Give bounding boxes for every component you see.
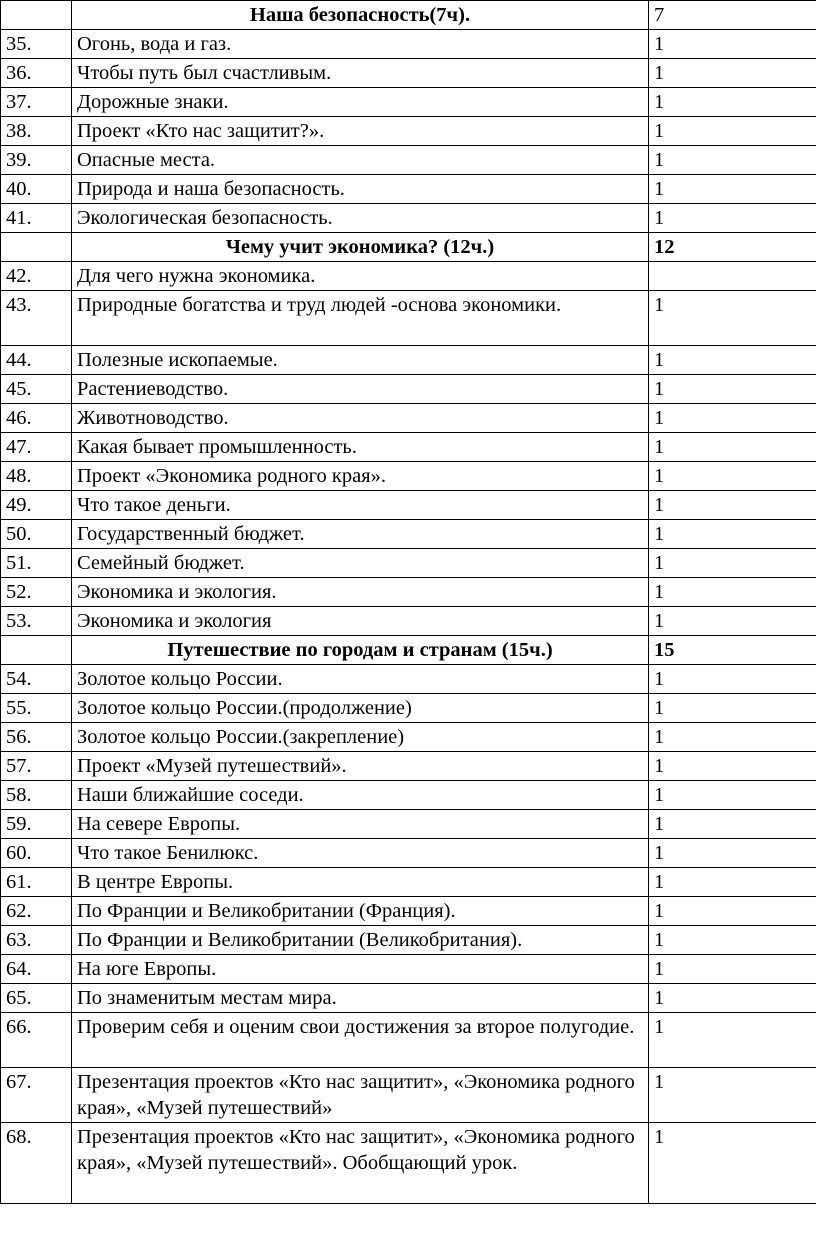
- lesson-topic: Семейный бюджет.: [72, 549, 649, 578]
- lesson-hours: 1: [649, 404, 816, 433]
- lesson-number: 40.: [1, 175, 72, 204]
- lesson-topic: Государственный бюджет.: [72, 520, 649, 549]
- lesson-hours: 1: [649, 462, 816, 491]
- lesson-hours: 1: [649, 868, 816, 897]
- lesson-topic: Опасные места.: [72, 146, 649, 175]
- lesson-row: [1, 665, 816, 694]
- lesson-topic: Экологическая безопасность.: [72, 204, 649, 233]
- section-hours: 15: [649, 636, 816, 665]
- lesson-number: 54.: [1, 665, 72, 694]
- lesson-hours: [649, 262, 816, 291]
- lesson-number: 50.: [1, 520, 72, 549]
- lesson-topic: По Франции и Великобритании (Великобритания).: [72, 926, 649, 955]
- lesson-hours: 1: [649, 723, 816, 752]
- lesson-hours: 1: [649, 520, 816, 549]
- lesson-hours: 1: [649, 694, 816, 723]
- lesson-hours: 1: [649, 346, 816, 375]
- lesson-topic: Золотое кольцо России.(продолжение): [72, 694, 649, 723]
- section-number-cell: [1, 233, 72, 262]
- lesson-topic: Животноводство.: [72, 404, 649, 433]
- lesson-hours: 1: [649, 1068, 816, 1123]
- lesson-hours: 1: [649, 578, 816, 607]
- lesson-row: [1, 462, 816, 491]
- section-header-row: [1, 1, 816, 30]
- lesson-hours: 1: [649, 839, 816, 868]
- lesson-row: [1, 1068, 816, 1123]
- lesson-topic: Дорожные знаки.: [72, 88, 649, 117]
- lesson-row: [1, 1123, 816, 1204]
- lesson-row: [1, 491, 816, 520]
- lesson-number: 66.: [1, 1013, 72, 1068]
- lesson-number: 63.: [1, 926, 72, 955]
- lesson-topic: По Франции и Великобритании (Франция).: [72, 897, 649, 926]
- lesson-row: [1, 839, 816, 868]
- lesson-row: [1, 926, 816, 955]
- lesson-number: 46.: [1, 404, 72, 433]
- section-number-cell: [1, 1, 72, 30]
- lesson-number: 37.: [1, 88, 72, 117]
- lesson-number: 49.: [1, 491, 72, 520]
- section-header-row: [1, 233, 816, 262]
- lesson-hours: 1: [649, 433, 816, 462]
- lesson-row: [1, 146, 816, 175]
- lesson-row: [1, 752, 816, 781]
- lesson-topic: Проверим себя и оценим свои достижения за второе полугодие.: [72, 1013, 649, 1068]
- lesson-number: 67.: [1, 1068, 72, 1123]
- lesson-hours: 1: [649, 926, 816, 955]
- lesson-row: [1, 88, 816, 117]
- lesson-hours: 1: [649, 665, 816, 694]
- lesson-hours: 1: [649, 59, 816, 88]
- lesson-hours: 1: [649, 955, 816, 984]
- lesson-number: 65.: [1, 984, 72, 1013]
- lesson-row: [1, 117, 816, 146]
- lesson-topic: Растениеводство.: [72, 375, 649, 404]
- section-title: Наша безопасность(7ч).: [72, 1, 649, 30]
- lesson-row: [1, 810, 816, 839]
- lesson-row: [1, 175, 816, 204]
- lesson-topic: Природные богатства и труд людей -основа экономики.: [72, 291, 649, 346]
- lesson-row: [1, 404, 816, 433]
- lesson-hours: 1: [649, 1123, 816, 1204]
- lesson-number: 41.: [1, 204, 72, 233]
- lesson-row: [1, 433, 816, 462]
- lesson-number: 38.: [1, 117, 72, 146]
- lesson-number: 36.: [1, 59, 72, 88]
- lesson-topic: Проект «Кто нас защитит?».: [72, 117, 649, 146]
- lesson-number: 60.: [1, 839, 72, 868]
- lesson-topic: Огонь, вода и газ.: [72, 30, 649, 59]
- lesson-row: [1, 346, 816, 375]
- lesson-hours: 1: [649, 1013, 816, 1068]
- lesson-row: [1, 607, 816, 636]
- lesson-topic: Какая бывает промышленность.: [72, 433, 649, 462]
- lesson-hours: 1: [649, 30, 816, 59]
- lesson-number: 64.: [1, 955, 72, 984]
- lesson-row: [1, 59, 816, 88]
- lesson-topic: Золотое кольцо России.: [72, 665, 649, 694]
- lesson-topic: Золотое кольцо России.(закрепление): [72, 723, 649, 752]
- lesson-topic: Для чего нужна экономика.: [72, 262, 649, 291]
- lesson-number: 62.: [1, 897, 72, 926]
- lesson-hours: 1: [649, 175, 816, 204]
- lesson-hours: 1: [649, 897, 816, 926]
- section-hours: 7: [649, 1, 816, 30]
- lesson-hours: 1: [649, 549, 816, 578]
- lesson-number: 44.: [1, 346, 72, 375]
- lesson-row: [1, 1013, 816, 1068]
- lesson-hours: 1: [649, 781, 816, 810]
- lesson-row: [1, 955, 816, 984]
- lesson-row: [1, 375, 816, 404]
- lesson-hours: 1: [649, 291, 816, 346]
- section-header-row: [1, 636, 816, 665]
- lesson-plan-body: [1, 1, 816, 1204]
- lesson-row: [1, 897, 816, 926]
- lesson-row: [1, 984, 816, 1013]
- lesson-number: 53.: [1, 607, 72, 636]
- lesson-row: [1, 291, 816, 346]
- lesson-row: [1, 30, 816, 59]
- lesson-row: [1, 723, 816, 752]
- lesson-number: 45.: [1, 375, 72, 404]
- lesson-row: [1, 868, 816, 897]
- lesson-topic: На севере Европы.: [72, 810, 649, 839]
- lesson-topic: Наши ближайшие соседи.: [72, 781, 649, 810]
- lesson-topic: Что такое Бенилюкс.: [72, 839, 649, 868]
- lesson-number: 47.: [1, 433, 72, 462]
- section-hours: 12: [649, 233, 816, 262]
- lesson-row: [1, 781, 816, 810]
- lesson-row: [1, 549, 816, 578]
- lesson-hours: 1: [649, 375, 816, 404]
- lesson-number: 48.: [1, 462, 72, 491]
- lesson-hours: 1: [649, 146, 816, 175]
- lesson-topic: Проект «Экономика родного края».: [72, 462, 649, 491]
- lesson-number: 35.: [1, 30, 72, 59]
- lesson-number: 39.: [1, 146, 72, 175]
- lesson-topic: По знаменитым местам мира.: [72, 984, 649, 1013]
- lesson-number: 58.: [1, 781, 72, 810]
- lesson-hours: 1: [649, 752, 816, 781]
- lesson-number: 61.: [1, 868, 72, 897]
- lesson-topic: Что такое деньги.: [72, 491, 649, 520]
- lesson-number: 52.: [1, 578, 72, 607]
- lesson-topic: Презентация проектов «Кто нас защитит», «Экономика родного края», «Музей путешествий». Обобщающий урок.: [72, 1123, 649, 1204]
- section-title: Путешествие по городам и странам (15ч.): [72, 636, 649, 665]
- lesson-topic: Презентация проектов «Кто нас защитит», «Экономика родного края», «Музей путешествий»: [72, 1068, 649, 1123]
- lesson-row: [1, 694, 816, 723]
- lesson-number: 68.: [1, 1123, 72, 1204]
- lesson-number: 56.: [1, 723, 72, 752]
- lesson-topic: Природа и наша безопасность.: [72, 175, 649, 204]
- lesson-hours: 1: [649, 491, 816, 520]
- lesson-topic: Экономика и экология: [72, 607, 649, 636]
- lesson-number: 51.: [1, 549, 72, 578]
- section-title: Чему учит экономика? (12ч.): [72, 233, 649, 262]
- lesson-hours: 1: [649, 204, 816, 233]
- lesson-number: 43.: [1, 291, 72, 346]
- lesson-number: 55.: [1, 694, 72, 723]
- lesson-row: [1, 578, 816, 607]
- lesson-topic: На юге Европы.: [72, 955, 649, 984]
- lesson-number: 59.: [1, 810, 72, 839]
- section-number-cell: [1, 636, 72, 665]
- lesson-topic: Проект «Музей путешествий».: [72, 752, 649, 781]
- lesson-row: [1, 262, 816, 291]
- lesson-topic: Полезные ископаемые.: [72, 346, 649, 375]
- lesson-hours: 1: [649, 88, 816, 117]
- lesson-row: [1, 204, 816, 233]
- lesson-hours: 1: [649, 984, 816, 1013]
- lesson-hours: 1: [649, 607, 816, 636]
- lesson-number: 57.: [1, 752, 72, 781]
- lesson-hours: 1: [649, 117, 816, 146]
- lesson-topic: Чтобы путь был счастливым.: [72, 59, 649, 88]
- lesson-number: 42.: [1, 262, 72, 291]
- lesson-hours: 1: [649, 810, 816, 839]
- lesson-row: [1, 520, 816, 549]
- lesson-topic: Экономика и экология.: [72, 578, 649, 607]
- lesson-topic: В центре Европы.: [72, 868, 649, 897]
